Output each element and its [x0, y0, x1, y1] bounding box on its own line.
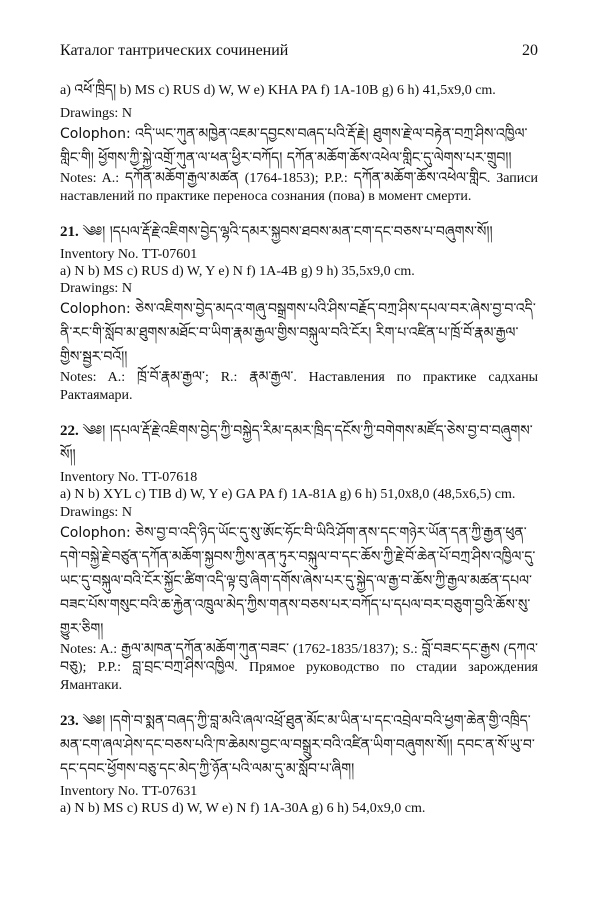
entry-title: ༄༅། །དགེ་བ་སྨན་བཞད་ཀྱི་བླ་མའི་ཞལ་འཕྲོ་ཐུན་མོང་མ་ཡིན་པ་དང་འབྲེལ་བའི་ཕྱག་ཆེན་གྱི་འཁྲིད་མན་ངག་ཞལ་ཤེས་དང་བཅས་པའི་ཁ་ཆེམས་བྱང་ལ་བསྒྲུར་བའི་འཛིན་ཡིག་བཞུགས་སོ།། དབང་ན་སོ་ཡུ་བ་དང་དབང་ཕྱོགས་བཅུ་དང་མེད་ཀྱི་ཉོན་པའི་ལམ་དུ་མ་སློབ་པ་ཞིག།: [60, 713, 535, 777]
entry-title: ༄༅། །དཔལ་རྡོ་རྗེ་འཇིགས་བྱེད་ལྷའི་དམར་སྐྱབས་ཐབས་མན་ངག་དང་བཅས་པ་བཞུགས་སོ།།: [82, 224, 493, 240]
page-number: 20: [522, 42, 538, 59]
inventory-number: Inventory No. TT-07631: [60, 784, 198, 799]
drawings-line: Drawings: N: [60, 505, 132, 520]
inventory-number: Inventory No. TT-07601: [60, 247, 198, 262]
colophon: Colophon: འདི་ཡང་ཀུན་མཁྱེན་འཇམ་དབྱངས་བཞད་པའི་རྡོ་རྗེ། ཐུགས་རྗེ་ལ་བརྟེན་བཀྲ་ཤིས་འཁྱིལ་གླིང་གི། ཕྱོགས་ཀྱི་སྐྱེ་འགྲོ་ཀུན་ལ་ཕན་ཕྱིར་བཀོད། དཀོན་མཆོག་ཆོས་འཕེལ་གླིང་དུ་ལེགས་པར་གྲུབ།།: [60, 126, 528, 166]
entry-number: 21.: [60, 224, 79, 240]
page-content: [60, 82, 538, 817]
notes: Notes: A.: དཀོན་མཆོག་རྒྱལ་མཚན (1764-1853); P.P.: དཀོན་མཆོག་ཆོས་འཕེལ་གླིང. Записи наставлений по практике переноса сознания (пова) в момент смерти.: [60, 171, 538, 204]
drawings-line: Drawings: N: [60, 106, 132, 121]
page-header: [60, 42, 538, 62]
page: [60, 0, 538, 900]
entry-number: 23.: [60, 713, 79, 729]
colophon: Colophon: ཅེས་འཇིགས་བྱེད་མདའ་གཞུ་བསྒྲགས་པའི་ཤིས་བརྗོད་བཀྲ་ཤིས་དཔལ་བར་ཞེས་བྱ་བ་འདི་ནི་རང་གི་སློབ་མ་ཐུགས་མཐོང་བ་ཡིག་རྣམ་རྒྱལ་གྱིས་བསྐུལ་བའི་ངོར། རིག་པ་འཛིན་པ་ཁྲོ་བོ་རྣམ་རྒྱལ་གྱིས་སྦྱར་བའོ།།: [60, 301, 536, 365]
entry-number: 22.: [60, 423, 79, 439]
entry-heading: [60, 220, 538, 244]
entry-details-line: a) འཕོ་ཁྲིད། b) MS c) RUS d) W, W e) KHA PA f) 1A-10B g) 6 h) 41,5x9,0 cm.: [60, 83, 496, 98]
colophon: Colophon: ཅེས་བྱ་བ་འདི་ཉིད་ཡོང་དུ་སུ་ཨོང་ཧོང་བི་ཡིའི་ཤོག་ནས་དང་གཉེར་ཡོན་དན་ཀྱི་རྒྱན་ཕུན་དགེ་བསྐྱེ་རྗེ་བཙུན་དཀོན་མཆོག་སྐྱབས་ཀྱིས་ནན་ཏུར་བསྐུལ་བ་དང་ཆོས་ཀྱི་རྗེ་བོ་ཆེན་པོ་བཀྲ་ཤིས་འཁྱིལ་དུ་ཡང་དུ་བསྐུལ་བའི་ངོར་སྐྱོང་ཚིག་འདི་ལྟ་བུ་ཞིག་དགོས་ཞེས་པར་དུ་སྐྱེད་ལ་རྒྱ་བ་ཆོས་ཀྱི་རྒྱལ་མཚན་དཔལ་བཟང་པོས་གསུང་བའི་ཆ་རྐྱེན་འཁྲུལ་མེད་ཀྱིས་གནས་བཅས་པར་བཀོད་པ་དཔལ་བར་བཅུག་བྱའི་ཆོས་སུ་གྱུར་ཅིག།: [60, 525, 536, 637]
entry-heading: [60, 709, 538, 781]
header-title: Каталог тантрических сочинений: [60, 42, 289, 59]
entry-details-line: a) N b) MS c) RUS d) W, Y e) N f) 1A-4B g) 9 h) 35,5x9,0 cm.: [60, 264, 415, 279]
notes: Notes: A.: ཁྲོ་བོ་རྣམ་རྒྱལ་; R.: རྣམ་རྒྱལ་. Наставления по практике садханы Рактаямари.: [60, 370, 538, 403]
entry-details-line: a) N b) XYL c) TIB d) W, Y e) GA PA f) 1A-81A g) 6 h) 51,0x8,0 (48,5x6,5) cm.: [60, 487, 516, 502]
notes: Notes: A.: རྒྱལ་མཁན་དཀོན་མཆོག་ཀུན་བཟང་ (1762-1835/1837); S.: བློ་བཟང་དང་རྒྱས (དཀའ་བཅུ); P.P.: བླ་བྲང་བཀྲ་ཤིས་འཁྱིལ. Прямое руководство по стадии зарождения Ямантаки.: [60, 642, 538, 693]
inventory-number: Inventory No. TT-07618: [60, 470, 198, 485]
entry-title: ༄༅། །དཔལ་རྡོ་རྗེ་འཇིགས་བྱེད་ཀྱི་བསྐྱེད་རིམ་དམར་ཁྲིད་དངོས་ཀྱི་བགེགས་མཛོད་ཅེས་བྱ་བ་བཞུགས་སོ།།: [60, 423, 533, 463]
entry-details-line: a) N b) MS c) RUS d) W, W e) N f) 1A-30A g) 6 h) 54,0x9,0 cm.: [60, 801, 426, 816]
drawings-line: Drawings: N: [60, 281, 132, 296]
entry-heading: [60, 419, 538, 467]
